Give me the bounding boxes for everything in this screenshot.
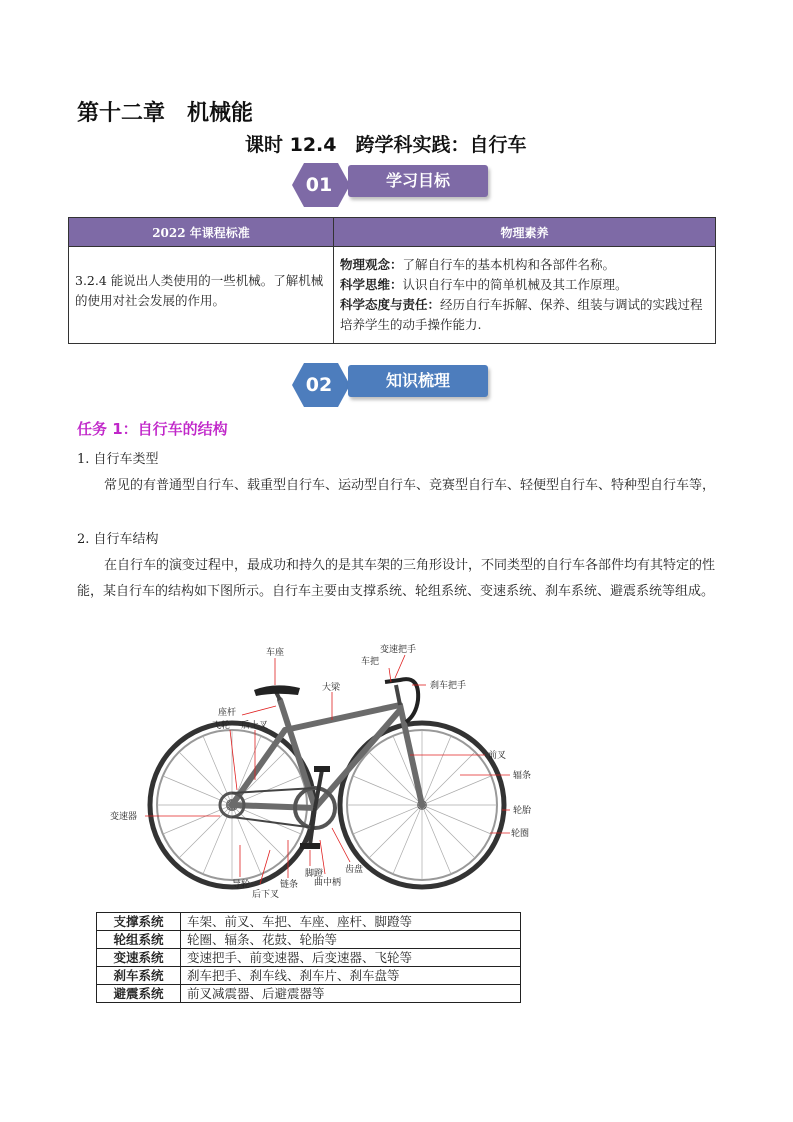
item2-text: 在自行车的演变过程中，最成功和持久的是其车架的三角形设计，不同类型的自行车各部件均有其特定的性能，某自行车的结构如下图所示。自行车主要由支撑系统、轮组系统、变速系统、刹车系统、避震系统等组成。	[77, 558, 716, 599]
literacy-cell	[334, 247, 716, 344]
standard-text: 3.2.4 能说出人类使用的一些机械。了解机械的使用对社会发展的作用。	[69, 247, 334, 344]
label-chain-stay: 后下叉	[252, 890, 280, 900]
systems-table	[96, 912, 521, 1003]
literacy-text: 了解自行车的基本机构和各部件名称。	[402, 257, 616, 272]
label-seat-post: 座杆	[218, 708, 237, 718]
label-saddle: 车座	[266, 648, 285, 658]
table-row	[97, 967, 521, 985]
system-name: 避震系统	[97, 985, 181, 1003]
item2-heading: 2. 自行车结构	[77, 532, 159, 547]
label-shift-lever: 变速把手	[380, 645, 417, 655]
label-freewheel: 飞轮	[212, 721, 231, 731]
label-handlebar: 车把	[361, 657, 380, 667]
literacy-label: 科学思维：	[340, 277, 403, 292]
literacy-label: 物理观念：	[340, 257, 403, 272]
table-row	[97, 931, 521, 949]
system-parts: 车架、前叉、车把、车座、座杆、脚蹬等	[181, 913, 521, 931]
label-rim: 轮圈	[511, 829, 530, 839]
task-title: 任务 1：自行车的结构	[77, 420, 228, 438]
header-standard: 2022 年课程标准	[69, 218, 334, 247]
section-number: 02	[305, 374, 333, 396]
label-chain: 链条	[280, 880, 299, 890]
literacy-text: 经历自行车拆解、保养、组装与调试的实践过程培养学生的动手操作能力.	[340, 297, 703, 332]
label-spoke: 辐条	[513, 771, 532, 781]
bicycle-diagram	[100, 640, 540, 900]
literacy-label: 科学态度与责任：	[340, 297, 441, 312]
header-literacy: 物理素养	[334, 218, 716, 247]
label-derailleur: 变速器	[110, 812, 138, 822]
label-seat-stay: 后上叉	[241, 721, 269, 731]
system-parts: 刹车把手、刹车线、刹车片、刹车盘等	[181, 967, 521, 985]
chapter-title: 第十二章 机械能	[77, 101, 254, 126]
section-number: 01	[305, 174, 333, 196]
system-parts: 变速把手、前变速器、后变速器、飞轮等	[181, 949, 521, 967]
table-row	[97, 985, 521, 1003]
label-crank: 曲中柄	[314, 878, 342, 888]
label-hub: 导轮	[232, 880, 251, 890]
section-label: 知识梳理	[348, 365, 488, 397]
label-pedal: 脚蹬	[305, 869, 324, 879]
standards-table	[68, 217, 716, 344]
system-parts: 前叉减震器、后避震器等	[181, 985, 521, 1003]
system-name: 支撑系统	[97, 913, 181, 931]
label-tire: 轮胎	[513, 806, 532, 816]
table-row	[97, 949, 521, 967]
section-banner-knowledge	[290, 360, 510, 410]
label-brake-lever: 刹车把手	[430, 681, 467, 691]
label-fork: 前叉	[488, 751, 507, 761]
section-label: 学习目标	[348, 165, 488, 197]
table-row	[97, 913, 521, 931]
system-name: 刹车系统	[97, 967, 181, 985]
label-chainring: 齿盘	[345, 865, 364, 875]
section-banner-goals	[290, 160, 510, 210]
label-top-tube: 大梁	[322, 683, 341, 693]
system-name: 轮组系统	[97, 931, 181, 949]
system-parts: 轮圈、辐条、花鼓、轮胎等	[181, 931, 521, 949]
item1-text: 常见的有普通型自行车、载重型自行车、运动型自行车、竞赛型自行车、轻便型自行车、特种型自行车等，	[104, 478, 716, 493]
system-name: 变速系统	[97, 949, 181, 967]
literacy-text: 认识自行车中的简单机械及其工作原理。	[402, 277, 628, 292]
item1-heading: 1. 自行车类型	[77, 452, 159, 467]
lesson-title: 课时 12.4 跨学科实践：自行车	[245, 134, 527, 156]
